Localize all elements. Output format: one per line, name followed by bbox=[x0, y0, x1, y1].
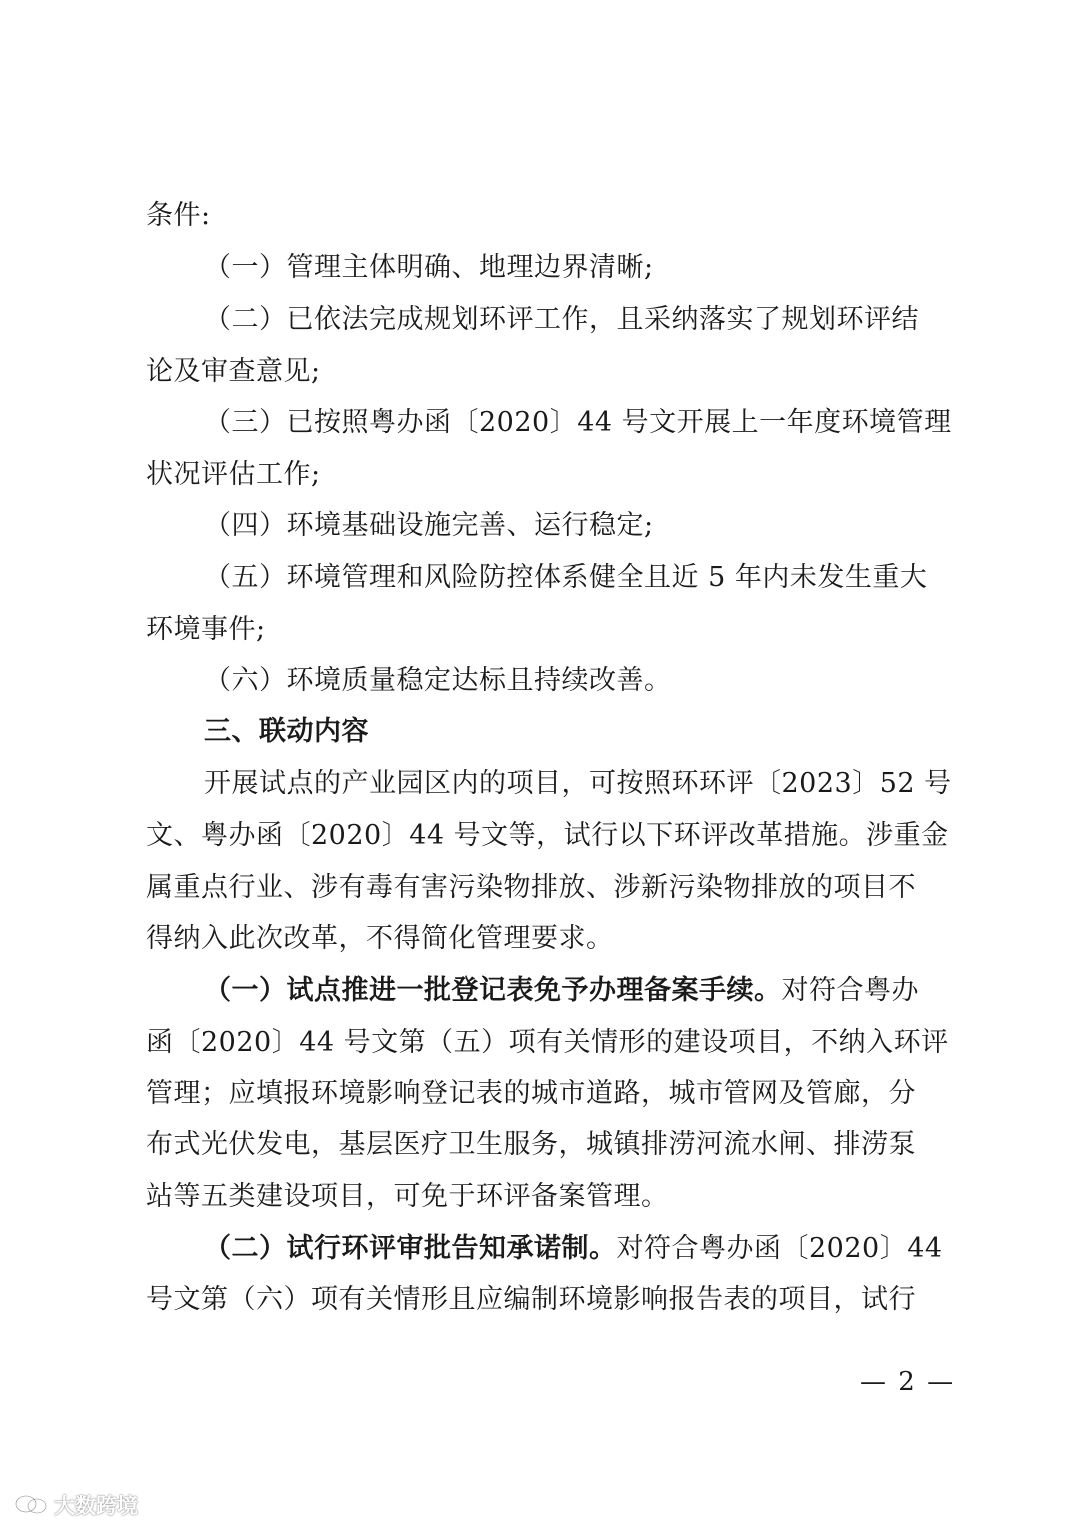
watermark-text: 大数跨境 bbox=[54, 1494, 138, 1518]
text-line: 环境事件; bbox=[146, 614, 266, 645]
text-line: （六）环境质量稳定达标且持续改善。 bbox=[204, 665, 672, 696]
page-number: — 2 — bbox=[860, 1367, 956, 1397]
text-line bbox=[0, 1229, 1080, 1269]
text-line: 论及审查意见; bbox=[146, 356, 321, 387]
subsection-heading: （一）试点推进一批登记表免予办理备案手续。 bbox=[204, 975, 782, 1006]
text-line: 站等五类建设项目，可免于环评备案管理。 bbox=[146, 1181, 669, 1212]
text-line: 开展试点的产业园区内的项目，可按照环环评〔2023〕52 号 bbox=[204, 768, 952, 799]
text-line: 属重点行业、涉有毒有害污染物排放、涉新污染物排放的项目不 bbox=[146, 872, 916, 903]
text-segment: 对符合粤办函〔2020〕44 bbox=[616, 1233, 943, 1264]
section-heading: 三、联动内容 bbox=[204, 716, 369, 747]
watermark bbox=[14, 1490, 138, 1520]
text-line: 文、粤办函〔2020〕44 号文等，试行以下环评改革措施。涉重金 bbox=[146, 820, 949, 851]
text-line: 号文第（六）项有关情形且应编制环境影响报告表的项目，试行 bbox=[146, 1284, 916, 1315]
text-line: （五）环境管理和风险防控体系健全且近 5 年内未发生重大 bbox=[204, 562, 928, 593]
text-line bbox=[0, 971, 1080, 1011]
text-line: 得纳入此次改革，不得简化管理要求。 bbox=[146, 923, 614, 954]
text-line: 布式光伏发电，基层医疗卫生服务，城镇排涝河流水闸、排涝泵 bbox=[146, 1129, 916, 1160]
text-line: （二）已依法完成规划环评工作，且采纳落实了规划环评结 bbox=[204, 304, 919, 335]
chat-bubble-icon bbox=[14, 1493, 48, 1517]
text-line: （四）环境基础设施完善、运行稳定; bbox=[204, 510, 654, 541]
subsection-heading: （二）试行环评审批告知承诺制。 bbox=[204, 1233, 617, 1264]
text-segment: 对符合粤办 bbox=[781, 975, 919, 1006]
text-line: （三）已按照粤办函〔2020〕44 号文开展上一年度环境管理 bbox=[204, 407, 952, 438]
text-line: 状况评估工作; bbox=[146, 459, 321, 490]
text-line: 函〔2020〕44 号文第（五）项有关情形的建设项目，不纳入环评 bbox=[146, 1027, 949, 1058]
text-line: （一）管理主体明确、地理边界清晰; bbox=[204, 252, 654, 283]
text-line: 条件: bbox=[146, 200, 211, 231]
text-line: 管理；应填报环境影响登记表的城市道路，城市管网及管廊，分 bbox=[146, 1078, 916, 1109]
